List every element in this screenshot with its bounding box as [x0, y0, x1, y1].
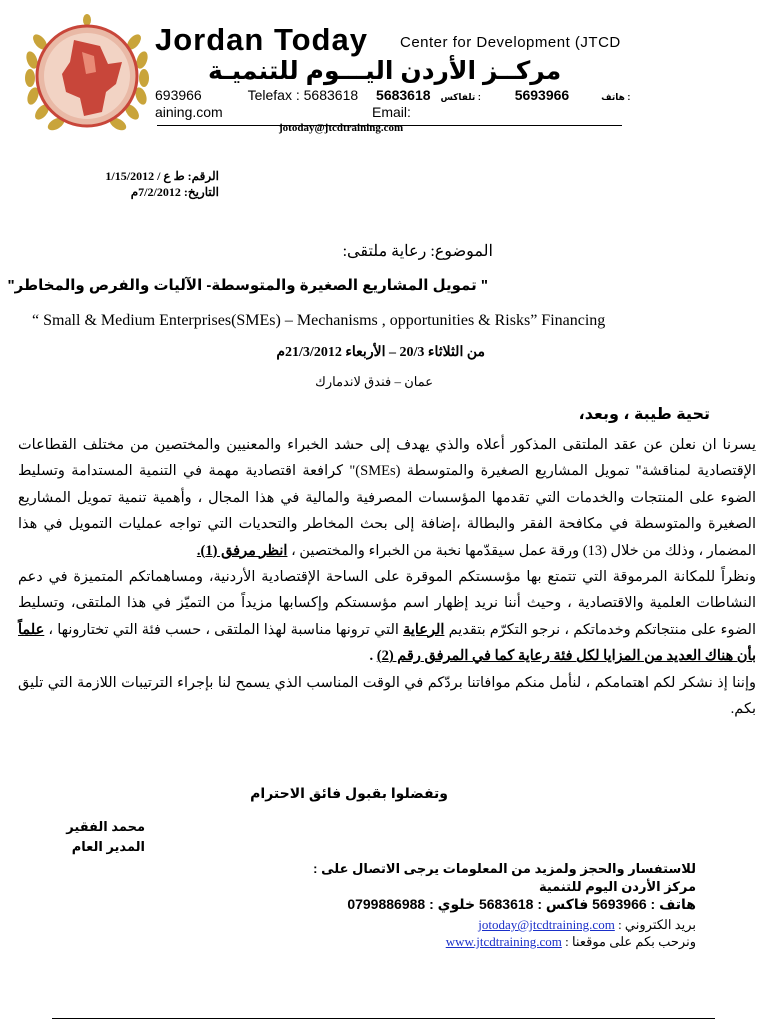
contact-phones: هاتف : 5693966 فاكس : 5683618 خلوي : 0799886988: [347, 896, 696, 912]
title-arabic: " تمويل المشاريع الصغيرة والمتوسطة- الآليات والفرص والمخاطر": [7, 277, 488, 294]
footer-divider: [52, 1018, 715, 1019]
phone-number: 693966: [155, 87, 202, 103]
org-logo: [22, 12, 152, 138]
contact-web-line: [446, 934, 696, 950]
body-paragraph-2: ونظراً للمكانة المرموقة التي تتمتع بها مؤسستكم الموقرة على الساحة الإقتصادية الأردنية، ومساهماتكم المتميزة في دعم النشاطات العلمية والاقتصادية ، وحيث أننا نريد إظهار اسم مؤسستكم وإكسابها مزيداً من التميّز في هذا الملتقى، وتسليط الضوء على منتجاتكم وخدماتكم ، نرجو التكرّم بتقديم الرعاية التي ترونها مناسبة لهذا الملتقى ، حسب فئة التي تختارونها ، علماً بأن هناك العديد من المزايا لكل فئة رعاية كما في المرفق رقم (2) .: [18, 569, 756, 665]
brand-name-ar: مركــز الأردن اليـــوم للتنميـة: [208, 57, 562, 85]
telefax-ar-number: 5683618: [376, 87, 431, 103]
website-partial: aining.com: [155, 104, 223, 120]
signer-name: محمد الفقير: [66, 819, 145, 834]
telefax-ar-label: تلفاكس :: [440, 92, 481, 102]
contact-block: [313, 860, 696, 896]
greeting: تحية طيبة ، وبعد،: [578, 406, 710, 423]
contact-intro: للاستفسار والحجز ولمزيد من المعلومات يرجى الاتصال على :: [313, 861, 696, 876]
phone-ar-number: 5693966: [514, 87, 570, 103]
telefax: Telefax : 5683618: [247, 87, 359, 103]
event-dates: من الثلاثاء 20/3 – الأربعاء 21/3/2012م: [276, 345, 485, 360]
brand-subtitle-en: Center for Development (JTCD: [400, 34, 621, 51]
date-value: 7/2/2012م: [130, 185, 181, 199]
phone-ar-label: هاتف :: [601, 92, 631, 102]
attachment-1-reference: انظر مرفق (1).: [196, 542, 288, 559]
brand-name-en: Jordan Today: [155, 22, 368, 57]
ref-label: الرقم: ط ع /: [157, 169, 219, 183]
contact-email-label: بريد الكتروني :: [618, 917, 696, 932]
signer-title: المدير العام: [71, 839, 145, 854]
contact-web-label: ونرحب بكم على موقعنا :: [565, 934, 696, 949]
letter-body: [18, 432, 756, 722]
contact-org: مركز الأردن اليوم للتنمية: [538, 879, 696, 894]
body-paragraph-1: يسرنا ان نعلن عن عقد الملتقى المذكور أعلاه والذي يهدف إلى حشد الخبراء والمعنيين والمختصين من مختلف القطاعات الإقتصادية لمناقشة" تمويل المشاريع الصغيرة والمتوسطة (SMEs)" كرافعة اقتصادية مهمة في التنمية المستدامة وتسليط الضوء على المنتجات والخدمات التي تقدمها المؤسسات المصرفية والمالية في هذا المجال ، وأهمية تنمية تمويل المشاريع الصغيرة والمتوسطة في مكافحة الفقر والبطالة ،إضافة إلى بحث المخاطر والتحديات التي تواجه عمليات التمويل في هذا المضمار ، وذلك من خلال (13) ورقة عمل سيقدّمها نخبة من الخبراء والمختصين ، انظر مرفق (1).: [18, 437, 757, 559]
ref-value: 1/15/2012: [105, 169, 155, 183]
contact-web-link[interactable]: www.jtcdtraining.com: [445, 934, 562, 949]
email-label: Email:: [372, 104, 411, 120]
header-phone-line: [155, 87, 630, 103]
event-venue: عمان – فندق لاندمارك: [315, 374, 433, 389]
reference-block: [99, 168, 219, 200]
body-paragraph-3: وإننا إذ نشكر لكم اهتمامكم ، لنأمل منكم موافاتنا بردّكم في الوقت المناسب الذي يسمح لنا بإجراء الترتيبات اللازمة التي تليق بكم.: [18, 674, 756, 718]
subject-line: الموضوع: رعاية ملتقى:: [342, 243, 493, 260]
sponsorship-term: الرعاية: [403, 621, 445, 638]
closing-line: وتفضلوا بقبول فائق الاحترام: [250, 785, 448, 801]
signature-block: [66, 817, 145, 857]
title-english: “ Small & Medium Enterprises(SMEs) – Mechanisms , opportunities & Risks” Financing: [32, 312, 606, 329]
date-label: التاريخ:: [183, 185, 219, 199]
contact-email-line: [478, 917, 696, 933]
contact-email-link[interactable]: jotoday@jtcdtraining.com: [478, 917, 615, 932]
attachment-2-note: علماً بأن هناك العديد من المزايا لكل فئة رعاية كما في المرفق رقم (2): [18, 621, 756, 665]
header-email: jotoday@jtcdtraining.com: [279, 122, 404, 134]
